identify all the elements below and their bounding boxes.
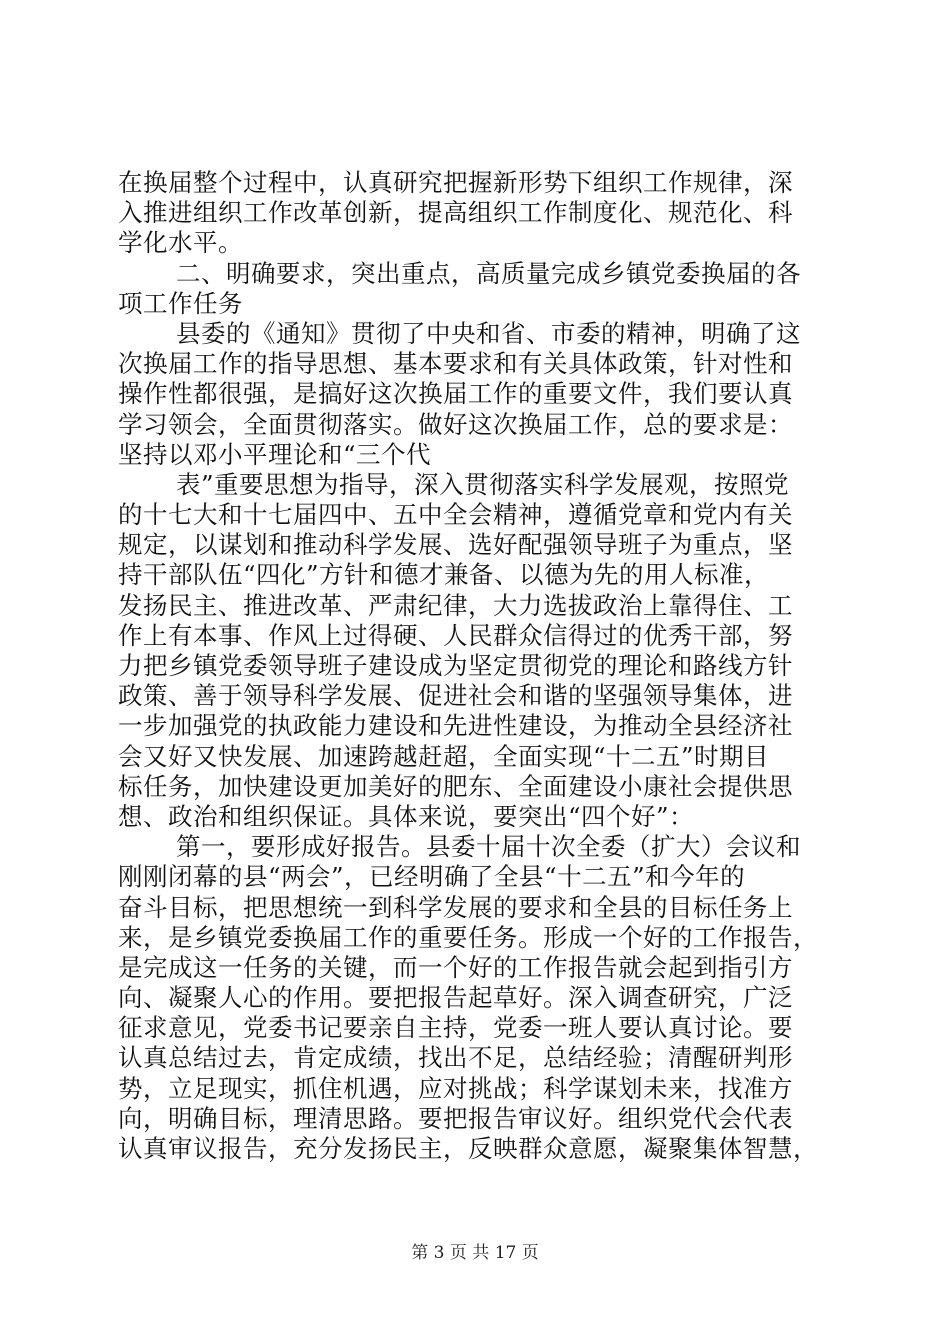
text-line: 来，是乡镇党委换届工作的重要任务。形成一个好的工作报告， xyxy=(118,922,818,952)
text-line: 一步加强党的执政能力建设和先进性建设，为推动全县经济社 xyxy=(118,711,793,741)
text-line: 向，明确目标，理清思路。要把报告审议好。组织党代会代表 xyxy=(118,1103,793,1133)
text-line: 坚持以邓小平理论和“三个代 xyxy=(118,439,432,469)
text-line: 会又好又快发展、加速跨越赶超，全面实现“十二五”时期目 xyxy=(118,741,770,771)
text-line: 持干部队伍“四化”方针和德才兼备、以德为先的用人标准， xyxy=(118,560,770,590)
text-line: 认真审议报告，充分发扬民主，反映群众意愿，凝聚集体智慧， xyxy=(118,1134,818,1163)
section-heading: 二、明确要求，突出重点，高质量完成乡镇党委换届的各 xyxy=(176,258,801,288)
text-line: 第一，要形成好报告。县委十届十次全委（扩大）会议和 xyxy=(176,832,801,862)
text-line: 表”重要思想为指导，深入贯彻落实科学发展观，按照党 xyxy=(176,469,790,499)
text-line: 县委的《通知》贯彻了中央和省、市委的精神，明确了这 xyxy=(176,318,801,348)
text-line: 刚刚闭幕的县“两会”，已经明确了全县“十二五”和今年的 xyxy=(118,862,746,892)
text-line: 次换届工作的指导思想、基本要求和有关具体政策，针对性和 xyxy=(118,349,793,379)
text-line: 征求意见，党委书记要亲自主持，党委一班人要认真讨论。要 xyxy=(118,1013,793,1043)
section-heading-cont: 项工作任务 xyxy=(118,288,243,318)
document-body xyxy=(118,168,838,1164)
text-line: 的十七大和十七届四中、五中全会精神，遵循党章和党内有关 xyxy=(118,500,793,530)
text-line: 是完成这一任务的关键，而一个好的工作报告就会起到指引方 xyxy=(118,952,793,982)
text-line: 学化水平。 xyxy=(118,228,243,258)
text-line: 作上有本事、作风上过得硬、人民群众信得过的优秀干部，努 xyxy=(118,620,793,650)
text-line: 想、政治和组织保证。具体来说，要突出“四个好”： xyxy=(118,801,695,831)
text-line: 认真总结过去，肯定成绩，找出不足，总结经验；清醒研判形 xyxy=(118,1043,793,1073)
text-line: 学习领会，全面贯彻落实。做好这次换届工作，总的要求是： xyxy=(118,409,793,439)
text-line: 奋斗目标，把思想统一到科学发展的要求和全县的目标任务上 xyxy=(118,892,793,922)
text-line: 在换届整个过程中，认真研究把握新形势下组织工作规律，深 xyxy=(118,168,793,197)
text-line: 入推进组织工作改革创新，提高组织工作制度化、规范化、科 xyxy=(118,198,793,228)
text-line: 发扬民主、推进改革、严肃纪律，大力选拔政治上靠得住、工 xyxy=(118,590,793,620)
text-line: 规定，以谋划和推动科学发展、选好配强领导班子为重点，坚 xyxy=(118,530,793,560)
text-line: 标任务，加快建设更加美好的肥东、全面建设小康社会提供思 xyxy=(118,771,793,801)
text-line: 操作性都很强，是搞好这次换届工作的重要文件，我们要认真 xyxy=(118,379,793,409)
text-line: 力把乡镇党委领导班子建设成为坚定贯彻党的理论和路线方针 xyxy=(118,651,793,680)
text-line: 势，立足现实，抓住机遇，应对挑战；科学谋划未来，找准方 xyxy=(118,1073,793,1103)
page-number-footer: 第 3 页 共 17 页 xyxy=(411,1243,539,1263)
text-line: 政策、善于领导科学发展、促进社会和谐的坚强领导集体，进 xyxy=(118,681,793,711)
text-line: 向、凝聚人心的作用。要把报告起草好。深入调查研究，广泛 xyxy=(118,983,793,1013)
